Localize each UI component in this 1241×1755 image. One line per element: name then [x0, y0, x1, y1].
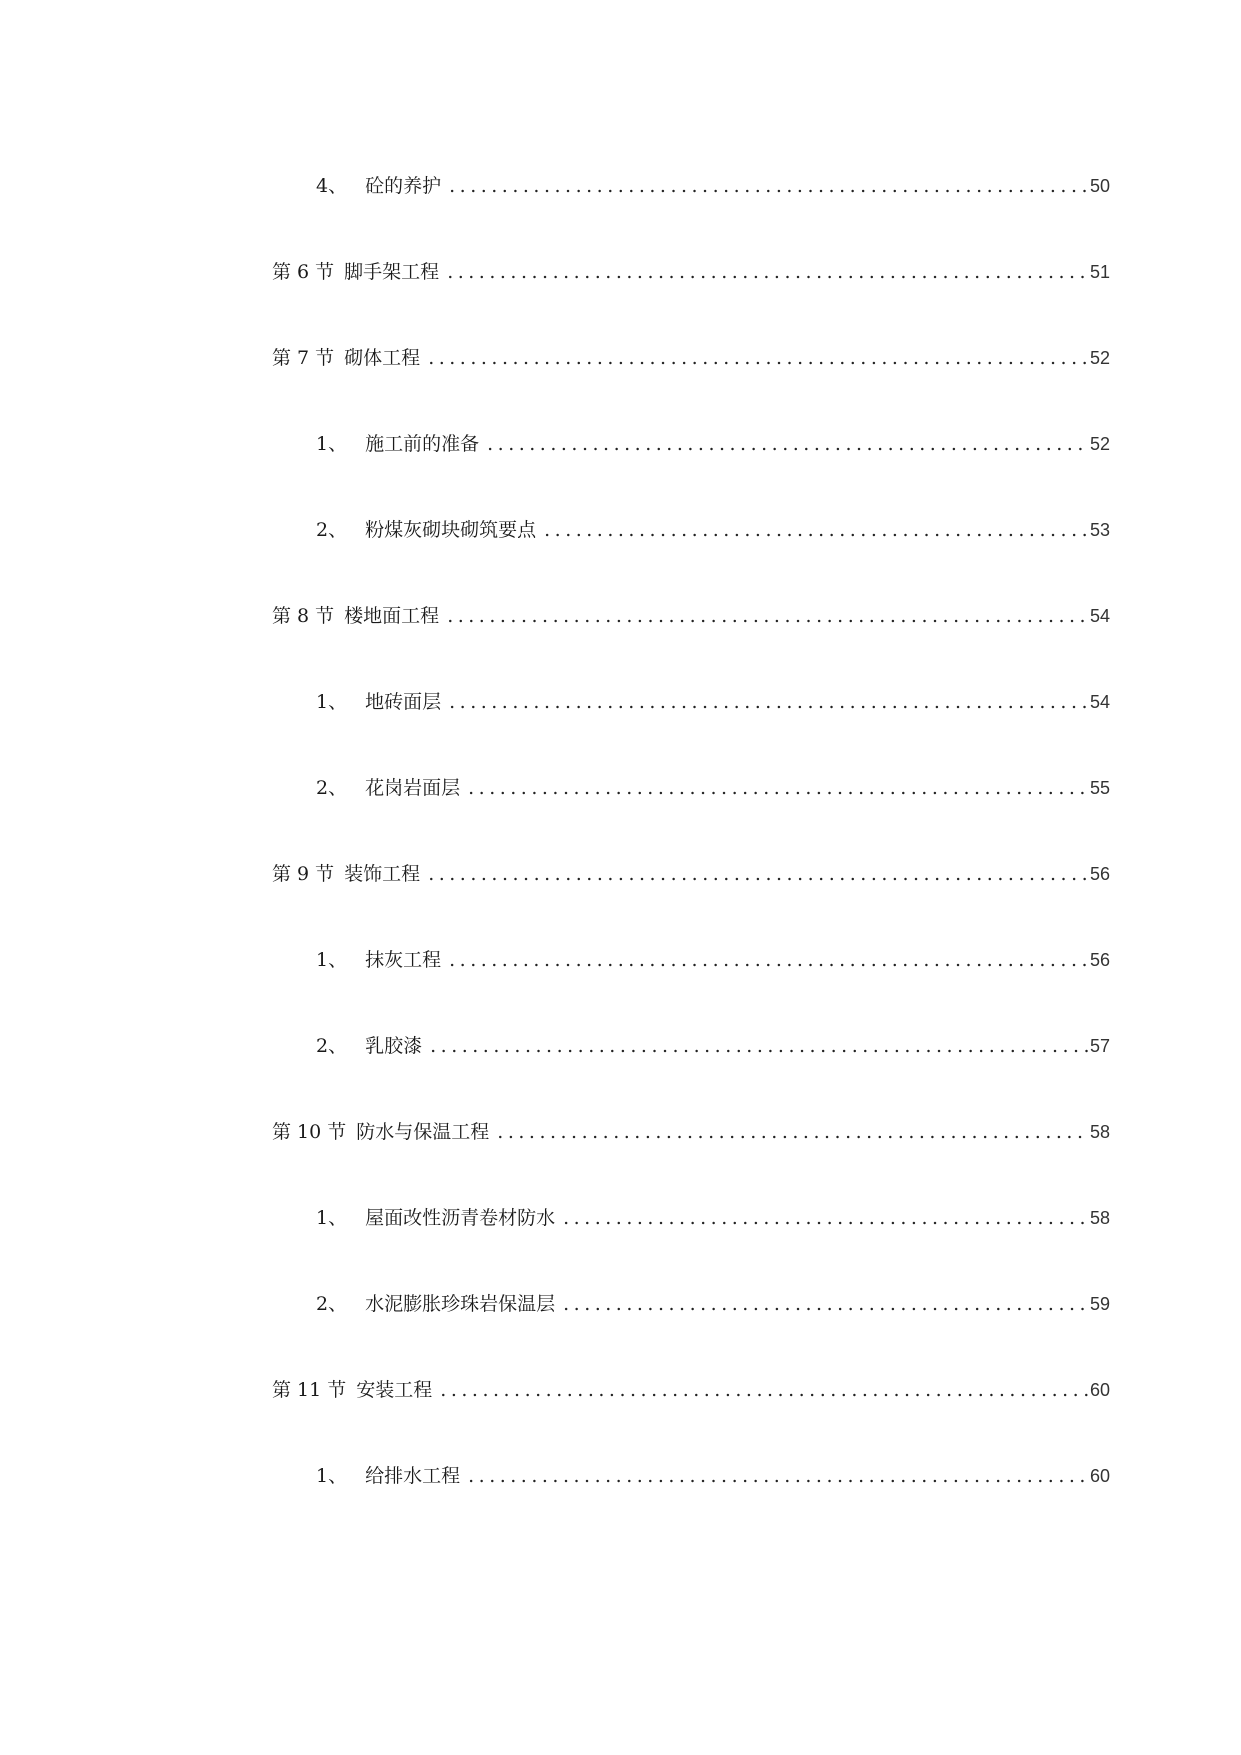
toc-entry-page-number: 56 — [1089, 864, 1110, 884]
toc-entry[interactable] — [272, 1464, 1110, 1550]
toc-entry-page-number: 57 — [1089, 1036, 1110, 1056]
toc-entry-title: 楼地面工程 — [344, 605, 440, 627]
toc-entry[interactable] — [272, 862, 1110, 948]
toc-entry-page-number: 54 — [1089, 606, 1110, 626]
dot-leader — [440, 1378, 1088, 1402]
toc-entry[interactable] — [272, 260, 1110, 346]
dot-leader — [468, 776, 1088, 800]
toc-entry[interactable] — [272, 1206, 1110, 1292]
dot-leader — [447, 260, 1088, 284]
toc-entry-number: 1、 — [316, 1207, 348, 1229]
toc-entry-title: 装饰工程 — [344, 863, 421, 885]
toc-section-number: 第 6 节 — [272, 261, 335, 283]
toc-entry-title: 水泥膨胀珍珠岩保温层 — [365, 1293, 556, 1315]
toc-entry-page-number: 52 — [1089, 348, 1110, 368]
toc-entry[interactable] — [272, 432, 1110, 518]
toc-entry[interactable] — [272, 346, 1110, 432]
dot-leader — [449, 948, 1088, 972]
dot-leader — [544, 518, 1088, 542]
toc-entry-page-number: 55 — [1089, 778, 1110, 798]
toc-entry-title: 安装工程 — [356, 1379, 433, 1401]
toc-entry[interactable] — [272, 1378, 1110, 1464]
toc-entry[interactable] — [272, 1120, 1110, 1206]
toc-entry[interactable] — [272, 948, 1110, 1034]
toc-entry-title: 乳胶漆 — [365, 1035, 423, 1057]
toc-entry-number: 1、 — [316, 433, 348, 455]
dot-leader — [428, 862, 1088, 886]
toc-entry-number: 1、 — [316, 949, 348, 971]
toc-entry[interactable] — [272, 1034, 1110, 1120]
toc-entry-page-number: 60 — [1089, 1380, 1110, 1400]
toc-entry-title: 屋面改性沥青卷材防水 — [365, 1207, 556, 1229]
toc-section-number: 第 9 节 — [272, 863, 335, 885]
dot-leader — [449, 174, 1088, 198]
toc-entry[interactable] — [272, 1292, 1110, 1378]
toc-entry-page-number: 53 — [1089, 520, 1110, 540]
toc-entry-page-number: 60 — [1089, 1466, 1110, 1486]
dot-leader — [563, 1206, 1088, 1230]
toc-section-number: 第 11 节 — [272, 1379, 347, 1401]
toc-entry-number: 2、 — [316, 777, 348, 799]
toc-entry-title: 抹灰工程 — [365, 949, 442, 971]
dot-leader — [468, 1464, 1088, 1488]
toc-entry-title: 地砖面层 — [365, 691, 442, 713]
toc-entry-title: 施工前的准备 — [365, 433, 480, 455]
toc-entry[interactable] — [272, 776, 1110, 862]
toc-entry[interactable] — [272, 518, 1110, 604]
dot-leader — [428, 346, 1088, 370]
toc-entry-title: 砼的养护 — [365, 175, 442, 197]
toc-entry[interactable] — [272, 690, 1110, 776]
toc-entry-page-number: 56 — [1089, 950, 1110, 970]
toc-entry[interactable] — [272, 174, 1110, 260]
toc-entry-page-number: 51 — [1089, 262, 1110, 282]
dot-leader — [563, 1292, 1088, 1316]
toc-entry-page-number: 58 — [1089, 1208, 1110, 1228]
toc-entry-title: 给排水工程 — [365, 1465, 461, 1487]
toc-entry-title: 花岗岩面层 — [365, 777, 461, 799]
toc-entry-title: 砌体工程 — [344, 347, 421, 369]
toc-entry-title: 粉煤灰砌块砌筑要点 — [365, 519, 537, 541]
toc-entry-number: 2、 — [316, 1035, 348, 1057]
toc-entry[interactable] — [272, 604, 1110, 690]
toc-entry-title: 脚手架工程 — [344, 261, 440, 283]
toc-entry-title: 防水与保温工程 — [356, 1121, 490, 1143]
toc-entry-page-number: 58 — [1089, 1122, 1110, 1142]
toc-entry-number: 1、 — [316, 1465, 348, 1487]
toc-section-number: 第 8 节 — [272, 605, 335, 627]
toc-entry-number: 1、 — [316, 691, 348, 713]
dot-leader — [449, 690, 1088, 714]
toc-section-number: 第 10 节 — [272, 1121, 347, 1143]
toc-entry-page-number: 59 — [1089, 1294, 1110, 1314]
toc-entry-number: 2、 — [316, 519, 348, 541]
toc-entry-page-number: 50 — [1089, 176, 1110, 196]
toc-entry-number: 4、 — [316, 175, 348, 197]
table-of-contents — [272, 174, 1110, 1550]
dot-leader — [487, 432, 1088, 456]
dot-leader — [447, 604, 1088, 628]
toc-entry-page-number: 52 — [1089, 434, 1110, 454]
toc-entry-page-number: 54 — [1089, 692, 1110, 712]
dot-leader — [497, 1120, 1088, 1144]
dot-leader — [430, 1034, 1088, 1058]
toc-entry-number: 2、 — [316, 1293, 348, 1315]
toc-section-number: 第 7 节 — [272, 347, 335, 369]
